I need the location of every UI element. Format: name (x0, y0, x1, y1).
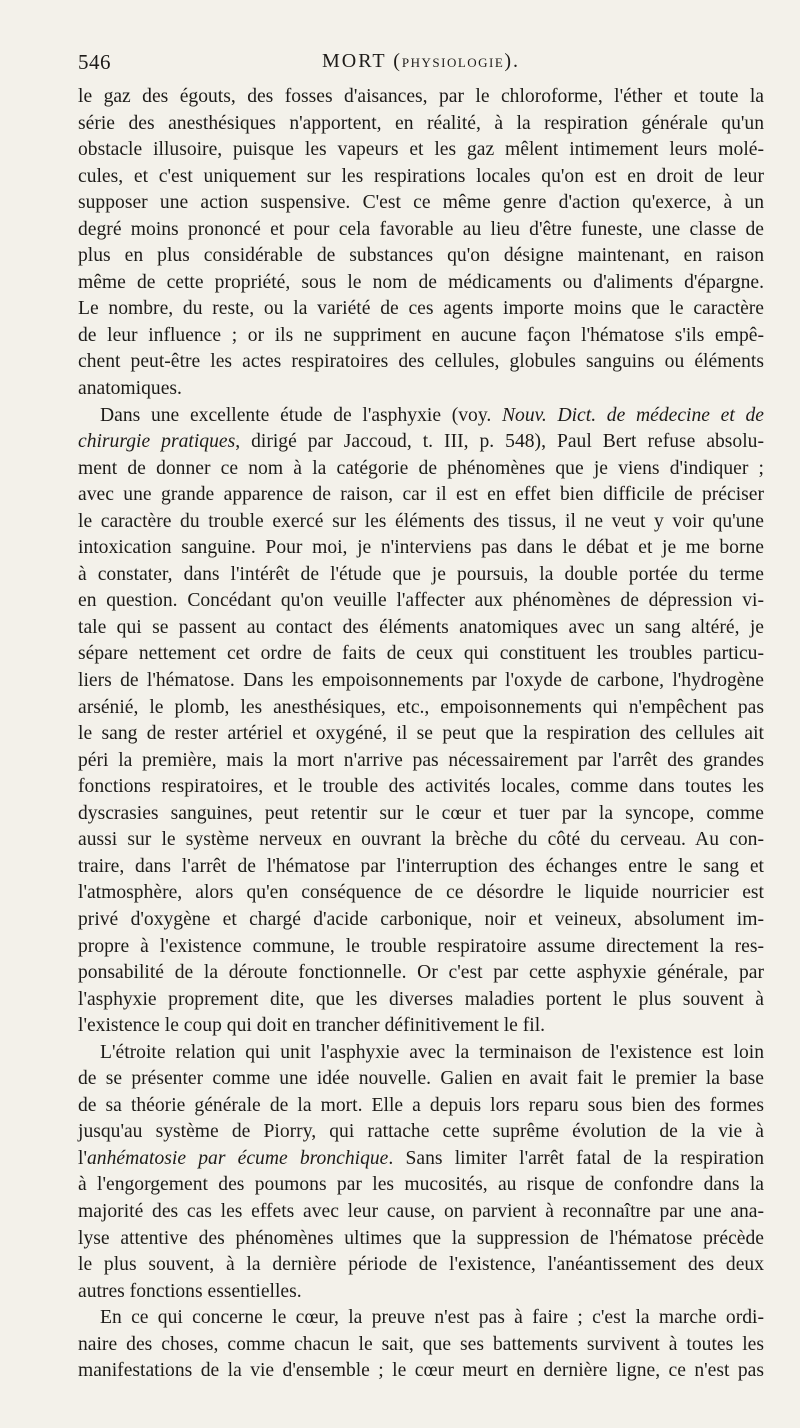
text-line: avec une grande apparence de raison, car il est en effet bien difficile de préciser (78, 484, 764, 506)
text-line: le sang de rester artériel et oxygéné, il se peut que la respiration des cellules ait (78, 723, 764, 745)
text-line: le plus souvent, à la dernière période de l'existence, l'anéantissement des deux (78, 1254, 764, 1276)
italic-run: Nouv. Dict. de médecine et de (501, 404, 764, 426)
text-run: , dirigé par Jaccoud, t. III, p. 548), Paul Bert refuse absolu- (235, 431, 764, 453)
text-line: arsénié, le plomb, les anesthésiques, etc., empoisonnements qui n'empêchent pas (78, 696, 764, 718)
text-line: sépare nettement cet ordre de faits de ceux qui constituent les troubles particu- (78, 643, 764, 665)
text-line: de sa théorie générale de la mort. Elle a depuis lors reparu sous bien des formes (78, 1094, 764, 1116)
text-line: de leur influence ; or ils ne suppriment en aucune façon l'hématose s'ils empê- (78, 324, 764, 346)
text-line: même de cette propriété, sous le nom de médicaments ou d'aliments d'épargne. (78, 271, 764, 293)
page-header (78, 50, 764, 80)
running-head-main: MORT ( (321, 50, 402, 72)
text-line: le caractère du trouble exercé sur les éléments des tissus, il ne veut y voir qu'une (78, 510, 764, 532)
text-line: ment de donner ce nom à la catégorie de phénomènes que je viens d'indiquer ; (78, 457, 764, 479)
text-line: dyscrasies sanguines, peut retentir sur le cœur et tuer par la syncope, comme (78, 802, 764, 824)
text-line: degré moins prononcé et pour cela favorable au lieu d'être funeste, une classe de (78, 218, 764, 240)
italic-run: anhématosie par écume bronchique (86, 1147, 389, 1169)
text-line: ponsabilité de la déroute fonctionnelle. Or c'est par cette asphyxie générale, par (78, 962, 764, 984)
text-run: l' (78, 1147, 87, 1169)
text-line: le gaz des égouts, des fosses d'aisances, par le chloroforme, l'éther et toute la (78, 86, 764, 107)
text-line: lyse attentive des phénomènes ultimes que la suppression de l'hématose précède (78, 1227, 764, 1249)
text-run: Dans une excellente étude de l'asphyxie (voy. (100, 404, 502, 426)
text-line: liers de l'hématose. Dans les empoisonnements par l'oxyde de carbone, l'hydrogène (78, 670, 764, 692)
text-line: obstacle illusoire, puisque les vapeurs et les gaz mêlent intimement leurs molé- (78, 139, 764, 161)
text-line: anatomiques. (78, 378, 182, 400)
text-line: série des anesthésiques n'apportent, en réalité, à la respiration générale qu'un (78, 112, 764, 134)
text-line: manifestations de la vie d'ensemble ; le cœur meurt en dernière ligne, ce n'est pas (78, 1360, 764, 1382)
running-head-small-caps: PHYSIOLOGIE (401, 55, 505, 70)
text-line: cules, et c'est uniquement sur les respirations locales qu'on est en droit de leur (78, 165, 764, 187)
text-line (78, 429, 764, 456)
text-line: aussi sur le système nerveux en ouvrant la brèche du côté du cerveau. Au con- (78, 829, 764, 851)
text-line: autres fonctions essentielles. (78, 1280, 302, 1302)
text-line: En ce qui concerne le cœur, la preuve n'est pas à faire ; c'est la marche ordi- (100, 1307, 764, 1329)
text-line: fonctions respiratoires, et le trouble des activités locales, comme dans toutes les (78, 776, 764, 798)
text-run: . Sans limiter l'arrêt fatal de la respiration (388, 1147, 764, 1169)
body-text (78, 84, 764, 1385)
running-head-end: ). (504, 50, 520, 72)
text-line: l'atmosphère, alors qu'en conséquence de ce désordre le liquide nourricier est (78, 882, 764, 904)
text-line: majorité des cas les effets avec leur cause, on parvient à reconnaître par une ana- (78, 1200, 764, 1222)
text-line: plus en plus considérable de substances qu'on désigne maintenant, en raison (78, 245, 764, 267)
text-line: privé d'oxygène et chargé d'acide carbonique, noir et veineux, absolument im- (78, 908, 764, 930)
text-line: traire, dans l'arrêt de l'hématose par l'interruption des échanges entre le sang et (78, 855, 764, 877)
text-line: naire des choses, comme chacun le sait, que ses battements survivent à toutes les (78, 1333, 764, 1355)
text-line: L'étroite relation qui unit l'asphyxie avec la terminaison de l'existence est loin (100, 1041, 764, 1063)
text-line: chent peut-être les actes respiratoires des cellules, globules sanguins ou éléments (78, 351, 764, 373)
page-number: 546 (78, 50, 111, 74)
text-line (78, 403, 764, 430)
text-line: Le nombre, du reste, ou la variété de ces agents importe moins que le caractère (78, 298, 764, 320)
text-line: de se présenter comme une idée nouvelle. Galien en avait fait le premier la base (78, 1068, 764, 1090)
text-line: supposer une action suspensive. C'est ce même genre d'action qu'exerce, à un (78, 192, 764, 214)
text-line: propre à l'existence commune, le trouble respiratoire assume directement la res- (78, 935, 764, 957)
text-line: péri la première, mais la mort n'arrive pas nécessairement par l'arrêt des grandes (78, 749, 764, 771)
text-line: intoxication sanguine. Pour moi, je n'interviens pas dans le débat et je me borne (78, 537, 764, 559)
italic-run: chirurgie pratiques (78, 431, 236, 453)
text-line: l'asphyxie proprement dite, que les diverses maladies portent le plus souvent à (78, 988, 764, 1010)
text-line: en question. Concédant qu'on veuille l'affecter aux phénomènes de dépression vi- (78, 590, 764, 612)
text-line: jusqu'au système de Piorry, qui rattache cette suprême évolution de la vie à (78, 1121, 764, 1143)
text-line: à l'engorgement des poumons par les mucosités, au risque de confondre dans la (78, 1174, 764, 1196)
text-line: tale qui se passent au contact des éléments anatomiques avec un sang altéré, je (78, 616, 764, 638)
text-line: à constater, dans l'intérêt de l'étude que je poursuis, la double portée du terme (78, 563, 764, 585)
text-line: l'existence le coup qui doit en trancher définitivement le fil. (78, 1015, 546, 1037)
text-line (78, 1146, 764, 1173)
running-head (78, 50, 764, 73)
